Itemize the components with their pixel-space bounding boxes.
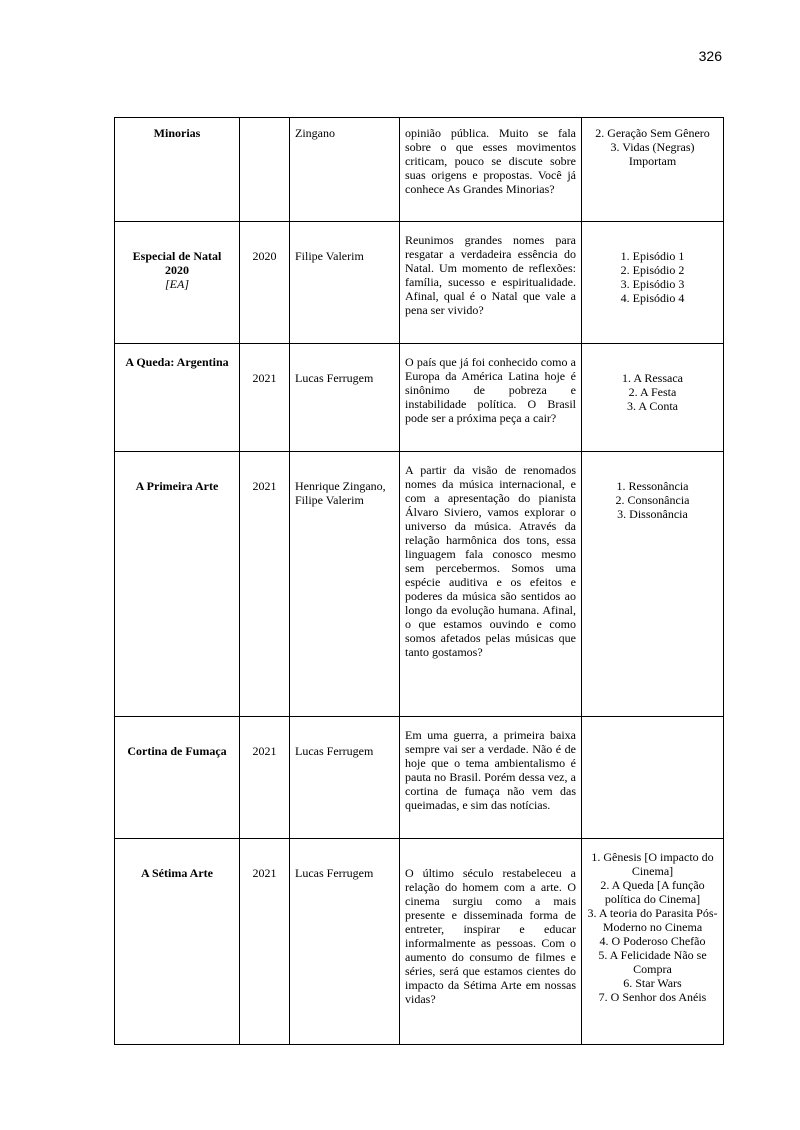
episode-item: 3. Vidas (Negras) Importam <box>610 140 695 168</box>
episode-item: 1. Gênesis [O impacto do Cinema] <box>591 850 714 878</box>
series-year: 2021 <box>240 344 290 452</box>
series-author: Zingano <box>295 126 335 140</box>
series-year: 2021 <box>240 717 290 839</box>
series-episodes <box>582 344 724 452</box>
series-title: Minorias <box>153 126 201 140</box>
series-authors <box>290 452 400 717</box>
series-title-cell <box>115 452 240 717</box>
series-year: 2020 <box>240 222 290 344</box>
series-title-cell <box>115 222 240 344</box>
series-year <box>240 118 290 222</box>
series-title: A Primeira Arte <box>135 479 219 493</box>
page-number: 326 <box>698 48 722 64</box>
episode-item: 2. A Queda [A função política do Cinema] <box>600 878 705 906</box>
episode-item: 1. Episódio 1 <box>620 249 685 263</box>
series-episodes <box>582 222 724 344</box>
series-title-cell <box>115 118 240 222</box>
table-row <box>115 344 724 452</box>
series-episodes <box>582 118 724 222</box>
series-description: O país que já foi conhecido como a Europa da América Latina hoje é sinônimo de pobreza e instabilidade política. O Brasil pode ser a próxima peça a cair? <box>400 344 582 452</box>
series-title: Cortina de Fumaça <box>127 744 227 758</box>
table-row <box>115 118 724 222</box>
episode-item: 1. Ressonância <box>616 479 689 493</box>
series-author: Lucas Ferrugem <box>295 744 374 758</box>
series-description: A partir da visão de renomados nomes da música internacional, e com a apresentação do pianista Álvaro Siviero, vamos explorar o universo da música. Através da relação harmônica dos tons, essa linguagem fala conosco mesmo sem percebermos. Somos uma espécie auditiva e os efeitos e poderes da música são sentidos ao longo da evolução humana. Afinal, o que estamos ouvindo e como somos afetados pelas músicas que tanto gostamos? <box>400 452 582 717</box>
series-title-cell <box>115 839 240 1045</box>
series-description: Reunimos grandes nomes para resgatar a verdadeira essência do Natal. Um momento de reflexões: família, sucesso e espiritualidade. Afinal, qual é o Natal que vale a pena ser vivido? <box>400 222 582 344</box>
episode-item: 2. A Festa <box>628 385 677 399</box>
series-authors <box>290 839 400 1045</box>
series-title: A Queda: Argentina <box>125 355 229 369</box>
series-title-cell <box>115 717 240 839</box>
episode-item: 2. Consonância <box>615 493 690 507</box>
episode-item: 2. Episódio 2 <box>620 263 685 277</box>
series-episodes <box>582 717 724 839</box>
series-author: Henrique Zingano, <box>295 479 386 493</box>
series-description: Em uma guerra, a primeira baixa sempre vai ser a verdade. Não é de hoje que o tema ambientalismo é pauta no Brasil. Porém dessa vez, a cortina de fumaça não vem das queimadas, e sim das notícias. <box>400 717 582 839</box>
episode-item: 4. Episódio 4 <box>620 291 685 305</box>
series-title-cell <box>115 344 240 452</box>
table-row <box>115 222 724 344</box>
episode-item: 6. Star Wars <box>623 976 682 990</box>
series-authors <box>290 118 400 222</box>
episode-item: 3. A Conta <box>626 399 678 413</box>
series-description: opinião pública. Muito se fala sobre o que esses movimentos criticam, pouco se discute sobre suas origens e propostas. Você já conhece As Grandes Minorias? <box>400 118 582 222</box>
series-year: 2021 <box>240 452 290 717</box>
table-row <box>115 839 724 1045</box>
episode-item: 3. Dissonância <box>617 507 688 521</box>
series-episodes <box>582 452 724 717</box>
series-authors <box>290 344 400 452</box>
series-title: A Sétima Arte <box>141 866 213 880</box>
series-episodes <box>582 839 724 1045</box>
episode-item: 1. A Ressaca <box>622 371 683 385</box>
episode-item: 3. A teoria do Parasita Pós-Moderno no Cinema <box>587 906 718 934</box>
series-title: Especial de Natal 2020 <box>132 249 222 277</box>
series-year: 2021 <box>240 839 290 1045</box>
episode-item: 4. O Poderoso Chefão <box>599 934 706 948</box>
series-author: Lucas Ferrugem <box>295 866 374 880</box>
table-row <box>115 452 724 717</box>
series-author: Lucas Ferrugem <box>295 371 374 385</box>
episode-item: 3. Episódio 3 <box>620 277 685 291</box>
series-description: O último século restabeleceu a relação do homem com a arte. O cinema surgiu como a mais presente e disseminada forma de entreter, inspirar e educar informalmente as pessoas. Com o aumento do consumo de filmes e séries, será que estamos cientes do impacto da Sétima Arte em nossas vidas? <box>400 839 582 1045</box>
episode-item: 5. A Felicidade Não se Compra <box>598 948 707 976</box>
series-author: Filipe Valerim <box>295 493 364 507</box>
episode-item: 2. Geração Sem Gênero <box>595 126 710 140</box>
series-tag: [EA] <box>165 277 189 291</box>
series-author: Filipe Valerim <box>295 249 364 263</box>
series-table <box>114 117 724 1045</box>
table-row <box>115 717 724 839</box>
series-authors <box>290 717 400 839</box>
series-authors <box>290 222 400 344</box>
episode-item: 7. O Senhor dos Anéis <box>598 990 707 1004</box>
